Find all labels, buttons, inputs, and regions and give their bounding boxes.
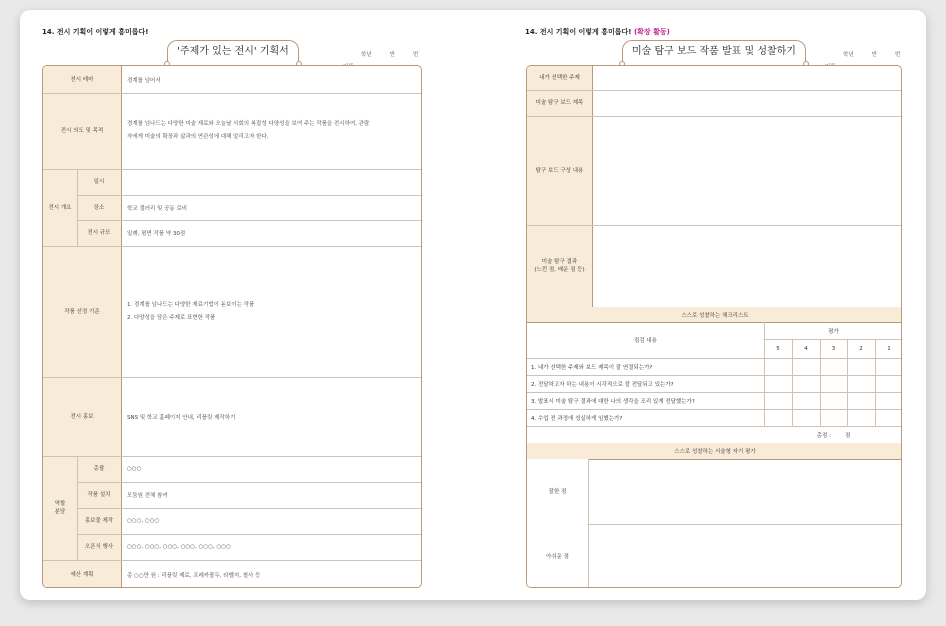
promo-label: 전시 홍보 bbox=[43, 377, 121, 456]
checklist-item-header: 점검 내용 bbox=[633, 338, 657, 344]
criteria-value: 1. 경계를 넘나드는 다양한 재료기법이 돋보이는 작품 2. 다양성을 담은 주제로 표현한 작품 bbox=[127, 301, 255, 321]
total-score: 총점 : 점 bbox=[816, 432, 851, 439]
board-title-label: 미술 탐구 보드 제목 bbox=[527, 90, 592, 116]
right-page bbox=[473, 10, 926, 600]
chapter-heading: 14. 전시 기획이 이렇게 흥미롭다! (확장 활동) bbox=[525, 28, 670, 36]
checklist-header: 스스로 성찰하는 체크리스트 bbox=[527, 307, 902, 322]
role-label-4: 오픈식 행사 bbox=[77, 534, 121, 560]
subject-label: 내가 선택한 주제 bbox=[527, 66, 592, 90]
theme-value: 경계를 넘어서 bbox=[127, 77, 161, 84]
scale-value: 일례, 평면 작품 약 30점 bbox=[127, 231, 186, 237]
plan-table bbox=[42, 65, 422, 588]
checklist-item-2: 2. 전달하고자 하는 내용이 시각적으로 잘 전달되고 있는가? bbox=[531, 381, 674, 388]
composition-label: 탐구 보드 구성 내용 bbox=[527, 116, 592, 225]
place-value: 학교 갤러리 및 공동 로비 bbox=[127, 205, 188, 212]
role-value-4: ○○○, ○○○, ○○○, ○○○, ○○○, ○○○ bbox=[127, 544, 231, 550]
checklist-item-3: 3. 발표시 미술 탐구 결과에 대한 나의 생각을 조리 있게 전달했는가? bbox=[531, 398, 695, 405]
workbook-spread bbox=[20, 10, 926, 600]
self-eval-header: 스스로 성찰하는 서술형 자기 평가 bbox=[527, 443, 902, 459]
role-value-1: ○○○ bbox=[127, 466, 142, 472]
role-value-3: ○○○, ○○○ bbox=[127, 518, 160, 524]
checklist-item-1: 1. 내가 선택한 주제와 보드 제목이 잘 연결되는가? bbox=[531, 364, 653, 371]
regret-points-label: 아쉬운 점 bbox=[527, 524, 588, 588]
place-label: 장소 bbox=[77, 195, 121, 220]
role-label-1: 총괄 bbox=[77, 456, 121, 482]
worksheet-title: 미술 탐구 보드 작품 발표 및 성찰하기 bbox=[622, 40, 806, 64]
role-label-2: 작품 설치 bbox=[77, 482, 121, 508]
result-label: 미술 탐구 결과 (느낀 점, 배운 점 등) bbox=[527, 225, 592, 307]
overview-label: 전시 개요 bbox=[43, 169, 77, 246]
scale-label: 전시 규모 bbox=[77, 220, 121, 246]
left-page bbox=[20, 10, 473, 600]
student-info: 학년 반 번 bbox=[825, 50, 900, 72]
evaluation-header: 평가 bbox=[828, 328, 839, 335]
budget-label: 예산 계획 bbox=[43, 560, 121, 588]
score-4: 4 bbox=[804, 345, 808, 352]
role-value-2: 모둠원 전체 참여 bbox=[127, 493, 168, 499]
budget-value: 총 ○○만 원 : 리플릿 제료, 프레카볼두, 라벨지, 철사 등 bbox=[127, 572, 261, 579]
score-5: 5 bbox=[776, 345, 780, 352]
date-label: 일시 bbox=[77, 169, 121, 195]
theme-label: 전시 테마 bbox=[43, 66, 121, 93]
good-points-label: 잘한 점 bbox=[527, 459, 588, 524]
intent-label: 전시 의도 및 목적 bbox=[43, 93, 121, 169]
student-info: 학년 반 번 bbox=[343, 50, 418, 72]
promo-value: SNS 및 학교 홈페이지 안내, 리플릿 제작하기 bbox=[127, 414, 236, 421]
score-1: 1 bbox=[887, 345, 891, 352]
roles-label: 역할 분담 bbox=[43, 456, 77, 560]
checklist-item-4: 4. 수업 전 과정에 성실하게 임했는가? bbox=[531, 415, 623, 422]
criteria-label: 작품 선정 기준 bbox=[43, 246, 121, 377]
score-2: 2 bbox=[859, 345, 863, 352]
chapter-heading: 14. 전시 기획이 이렇게 흥미롭다! bbox=[42, 28, 149, 36]
score-3: 3 bbox=[831, 345, 836, 352]
intent-value: 경계를 넘나드는 다양한 미술 재료와 오늘날 사회의 복잡성 다양성을 보여 주는 작품을 전시하여, 관람 자에게 미술의 확장과 삶과의 연관성에 대해 알리고자 한다. bbox=[127, 121, 370, 140]
role-label-3: 홍보물 제작 bbox=[77, 508, 121, 534]
reflection-table bbox=[526, 65, 902, 588]
worksheet-title: '주제가 있는 전시' 기획서 bbox=[167, 40, 299, 64]
date-value bbox=[121, 169, 422, 195]
